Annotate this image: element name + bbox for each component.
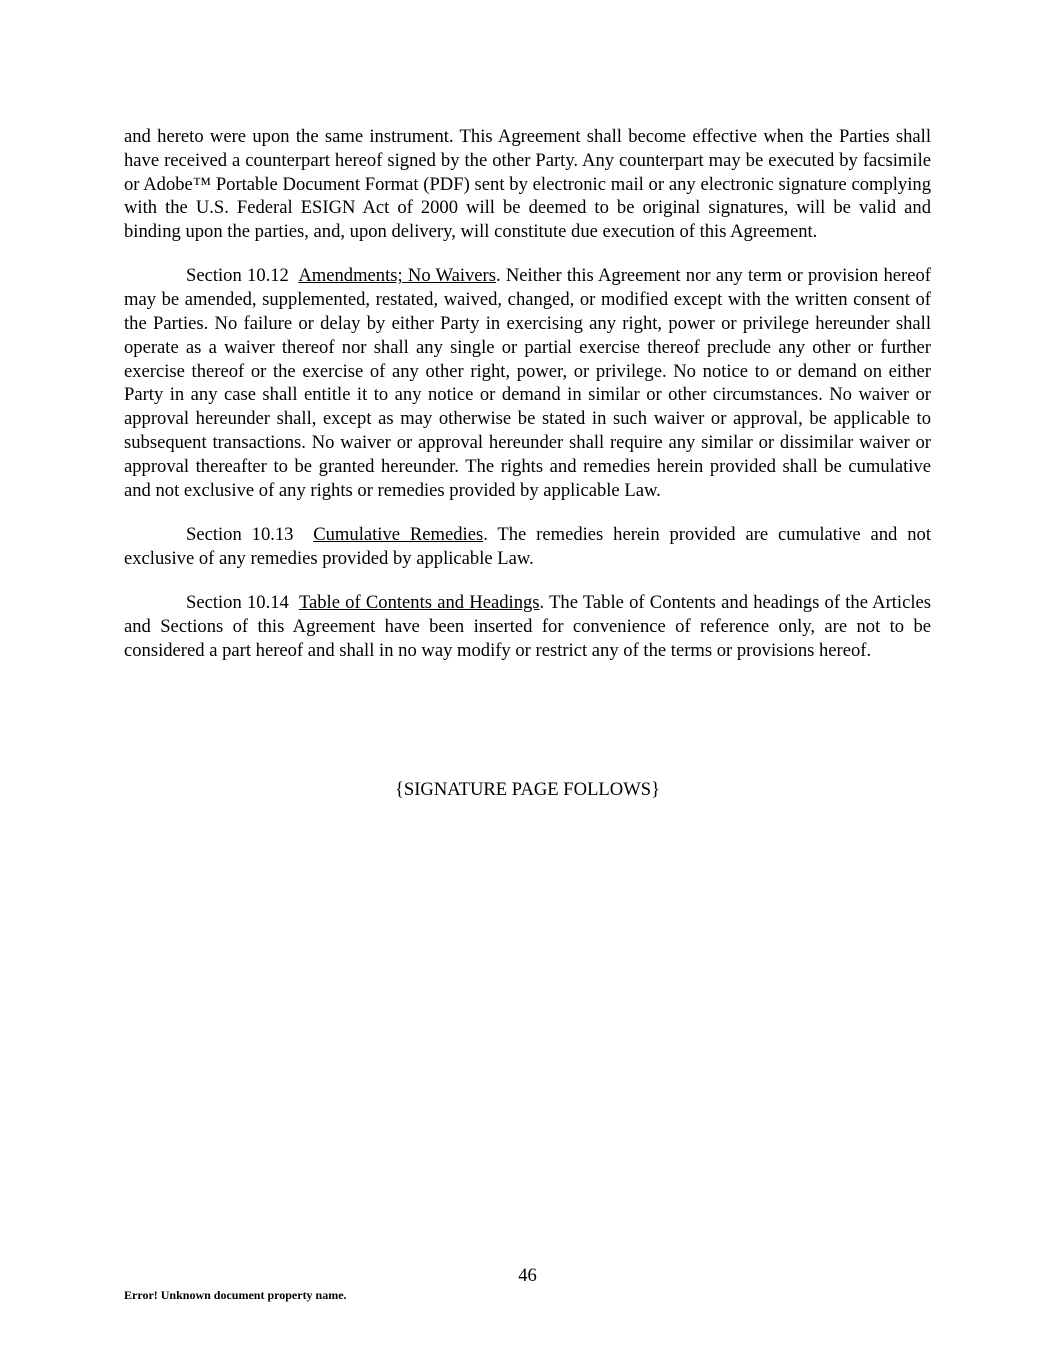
section-heading: Table of Contents and Headings bbox=[298, 592, 540, 614]
body-text bbox=[124, 125, 931, 683]
section-10-13 bbox=[124, 523, 931, 571]
section-text: . The Table of Contents and headings of the Articles and Sections of this Agreement have been inserted for convenience of reference only, are not to be considered a part hereof and shall in no way modify or restrict any of the terms or provisions hereof. bbox=[124, 592, 932, 661]
continuation-paragraph: and hereto were upon the same instrument. This Agreement shall become effective when the Parties shall have received a counterpart hereof signed by the other Party. Any counterpart may be executed by facsimile or Adobe™ Portable Document Format (PDF) sent by electronic mail or any electronic signature complying with the U.S. Federal ESIGN Act of 2000 will be deemed to be original signatures, will be valid and binding upon the parties, and, upon delivery, will constitute due execution of this Agreement. bbox=[124, 126, 931, 243]
section-heading: Cumulative Remedies bbox=[313, 523, 484, 545]
section-text: . The remedies herein provided are cumulative and not exclusive of any remedies provided by applicable Law. bbox=[124, 523, 931, 569]
section-heading: Amendments; No Waivers bbox=[298, 265, 496, 287]
section-number: Section 10.12 bbox=[186, 265, 289, 287]
page-number: 46 bbox=[518, 1265, 537, 1286]
section-10-14 bbox=[124, 591, 931, 662]
section-text: . Neither this Agreement nor any term or provision hereof may be amended, supplemented, restated, waived, changed, or modified except with the written consent of the Parties. No failure or delay by either Party in exercising any right, power or privilege hereunder shall operate as a waiver thereof nor shall any single or partial exercise thereof preclude any other or further exercise thereof or the exercise of any other right, power, or privilege. No notice to or demand on either Party in any case shall entitle it to any notice or demand in similar or other circumstances. No waiver or approval hereunder shall, except as may otherwise be stated in such waiver or approval, be applicable to subsequent transactions. No waiver or approval hereunder shall require any similar or dissimilar waiver or approval thereafter to be granted hereunder. The rights and remedies herein provided shall be cumulative and not exclusive of any rights or remedies provided by applicable Law. bbox=[124, 265, 931, 501]
section-number: Section 10.14 bbox=[186, 592, 289, 614]
section-number: Section 10.13 bbox=[186, 523, 294, 545]
section-10-12 bbox=[124, 264, 931, 502]
signature-page-notice: {SIGNATURE PAGE FOLLOWS} bbox=[394, 779, 661, 800]
footer-document-property: Error! Unknown document property name. bbox=[124, 1288, 347, 1302]
